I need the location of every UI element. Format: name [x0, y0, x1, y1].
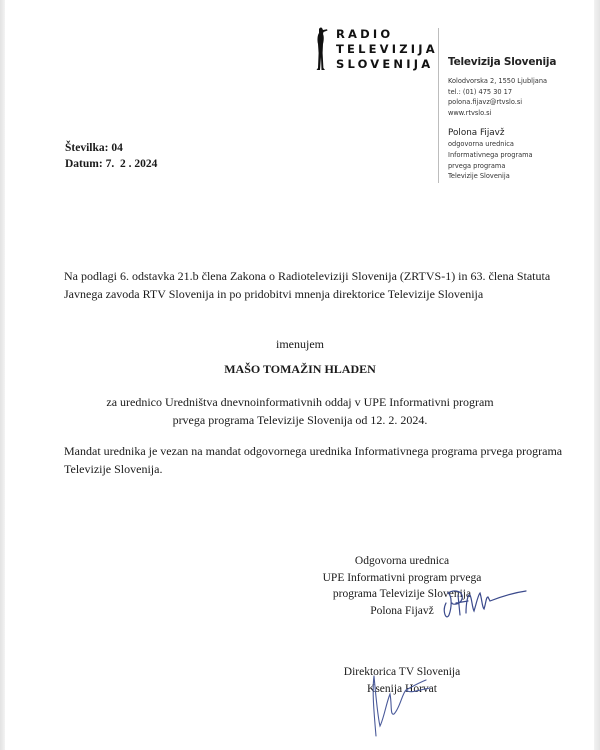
page-edge-right — [594, 0, 600, 750]
signatory-title: programa Televizije Slovenija — [332, 588, 472, 600]
contact-email: polona.fijavz@rtvslo.si — [448, 98, 523, 106]
signatory-title: Odgovorna urednica — [354, 555, 450, 567]
paragraph-line: Javnega zavoda RTV Slovenija in po pridobitvi mnenja direktorice Televizije Slovenija — [64, 286, 484, 301]
document-reference — [65, 140, 157, 172]
contact-phone: tel.: (01) 475 30 17 — [448, 87, 513, 96]
handwritten-signature-fijavz — [440, 585, 530, 625]
logo-line-televizija: TELEVIZIJA — [336, 42, 438, 56]
signatory-title: UPE Informativni program prvega — [322, 571, 482, 584]
document-date: Datum: 7. 2 . 2024 — [65, 158, 158, 170]
paragraph-line: Na podlagi 6. odstavka 21.b člena Zakona o Radioteleviziji Slovenija (ZRTVS-1) in 63. člena Statuta — [64, 269, 551, 283]
letterhead-person — [448, 127, 556, 182]
person-role-line: prvega programa — [448, 161, 506, 170]
logo-line-slovenija: SLOVENIJA — [336, 57, 434, 71]
legal-basis-paragraph — [64, 268, 584, 303]
appointment-verb: imenujem — [276, 337, 324, 351]
paragraph-line: Televizije Slovenija. — [64, 461, 163, 476]
document-number: Številka: 04 — [65, 142, 123, 154]
contact-website: www.rtvslo.si — [448, 108, 492, 117]
person-name: Polona Fijavž — [448, 128, 505, 138]
page-edge-left — [0, 0, 5, 750]
signatory-name: Ksenija Horvat — [367, 682, 437, 695]
header-divider — [438, 28, 439, 183]
paragraph-line: Mandat urednika je vezan na mandat odgovornega urednika Informativnega programa prvega programa — [64, 444, 563, 458]
role-line: za urednico Uredništva dnevnoinformativnih oddaj v UPE Informativni program — [106, 395, 494, 409]
person-role-line: Informativnega programa — [448, 150, 533, 159]
signatory-name: Polona Fijavž — [370, 604, 434, 617]
signatory-title: Direktorica TV Slovenija — [343, 666, 461, 678]
person-role-line: odgovorna urednica — [448, 140, 514, 148]
mandate-paragraph — [64, 443, 584, 478]
trumpeter-figure-icon — [314, 27, 328, 71]
rtv-slovenija-logo — [314, 27, 438, 72]
letterhead-contact-block — [448, 56, 556, 182]
handwritten-signature-horvat — [360, 668, 440, 740]
role-line: prvega programa Televizije Slovenija od 12. 2. 2024. — [172, 412, 428, 427]
appointment-role — [60, 394, 540, 429]
logo-line-radio: RADIO — [336, 27, 394, 41]
contact-address: Kolodvorska 2, 1550 Ljubljana — [448, 77, 548, 85]
org-name: Televizija Slovenija — [448, 56, 557, 68]
appointee-name: MAŠO TOMAŽIN HLADEN — [224, 362, 376, 376]
person-role-line: Televizije Slovenija — [448, 172, 510, 181]
